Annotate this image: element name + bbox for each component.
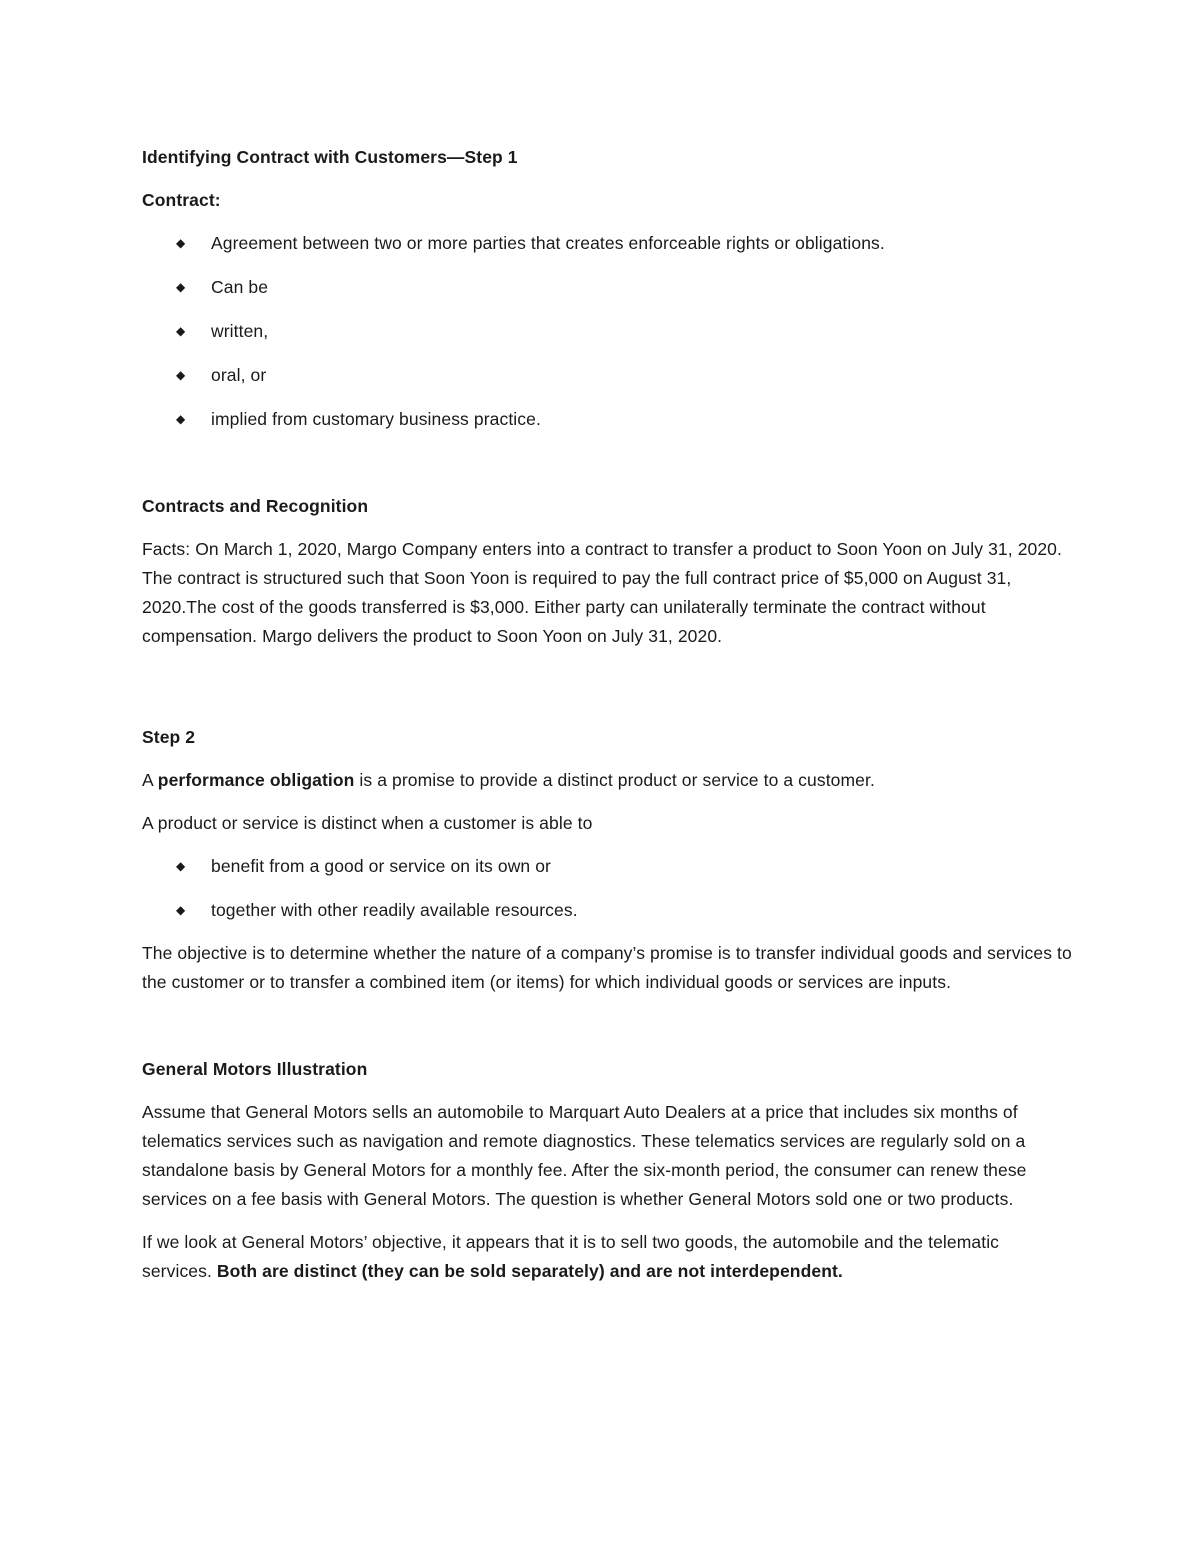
list-item: ◆ benefit from a good or service on its own or xyxy=(142,852,1072,881)
bullet-icon: ◆ xyxy=(176,324,186,338)
gm-conclusion-bold: Both are distinct (they can be sold separately) and are not interdependent. xyxy=(216,1261,843,1281)
facts-paragraph: Facts: On March 1, 2020, Margo Company enters into a contract to transfer a product to Soon Yoon on July 31, 2020. The contract is structured such that Soon Yoon is required to pay the full contract price of $5,000 on August 31, 2020.The cost of the goods transferred is $3,000. Either party can unilaterally terminate the contract without compensation. Margo delivers the product to Soon Yoon on July 31, 2020. xyxy=(142,539,1062,646)
list-item: ◆ Can be xyxy=(142,273,1072,302)
section-heading-contracts-recognition: Contracts and Recognition xyxy=(142,496,369,516)
bullet-icon: ◆ xyxy=(176,903,186,917)
gm-paragraph-1: Assume that General Motors sells an automobile to Marquart Auto Dealers at a price that includes six months of telematics services such as navigation and remote diagnostics. These telematics services are regularly sold on a standalone basis by General Motors for a monthly fee. After the six-month period, the consumer can renew these services on a fee basis with General Motors. The question is whether General Motors sold one or two products. xyxy=(142,1102,1027,1209)
contract-subheading: Contract: xyxy=(142,190,221,210)
bullet-icon: ◆ xyxy=(176,280,186,294)
distinct-bullet-list xyxy=(142,852,1072,925)
contract-bullet-list xyxy=(142,229,1072,434)
section-heading-general-motors: General Motors Illustration xyxy=(142,1059,368,1079)
section-heading-step1: Identifying Contract with Customers—Step 1 xyxy=(142,147,518,167)
list-item: ◆ oral, or xyxy=(142,361,1072,390)
list-item: ◆ together with other readily available resources. xyxy=(142,896,1072,925)
list-item: ◆ written, xyxy=(142,317,1072,346)
list-item: ◆ Agreement between two or more parties that creates enforceable rights or obligations. xyxy=(142,229,1072,258)
performance-obligation-term: performance obligation xyxy=(157,770,355,790)
bullet-icon: ◆ xyxy=(176,859,186,873)
bullet-icon: ◆ xyxy=(176,412,186,426)
performance-obligation-definition: A performance obligation is a promise to provide a distinct product or service to a customer. xyxy=(142,770,875,790)
document-body xyxy=(142,143,1072,1286)
section-heading-step2: Step 2 xyxy=(142,727,196,747)
bullet-icon: ◆ xyxy=(176,368,186,382)
distinct-intro: A product or service is distinct when a customer is able to xyxy=(142,813,593,833)
gm-paragraph-2: If we look at General Motors’ objective, it appears that it is to sell two goods, the automobile and the telematic services. Both are distinct (they can be sold separately) and are not interdependent. xyxy=(142,1232,1000,1281)
list-item: ◆ implied from customary business practice. xyxy=(142,405,1072,434)
objective-paragraph: The objective is to determine whether the nature of a company’s promise is to transfer individual goods and services to the customer or to transfer a combined item (or items) for which individual goods or services are inputs. xyxy=(142,943,1072,992)
bullet-icon: ◆ xyxy=(176,236,186,250)
